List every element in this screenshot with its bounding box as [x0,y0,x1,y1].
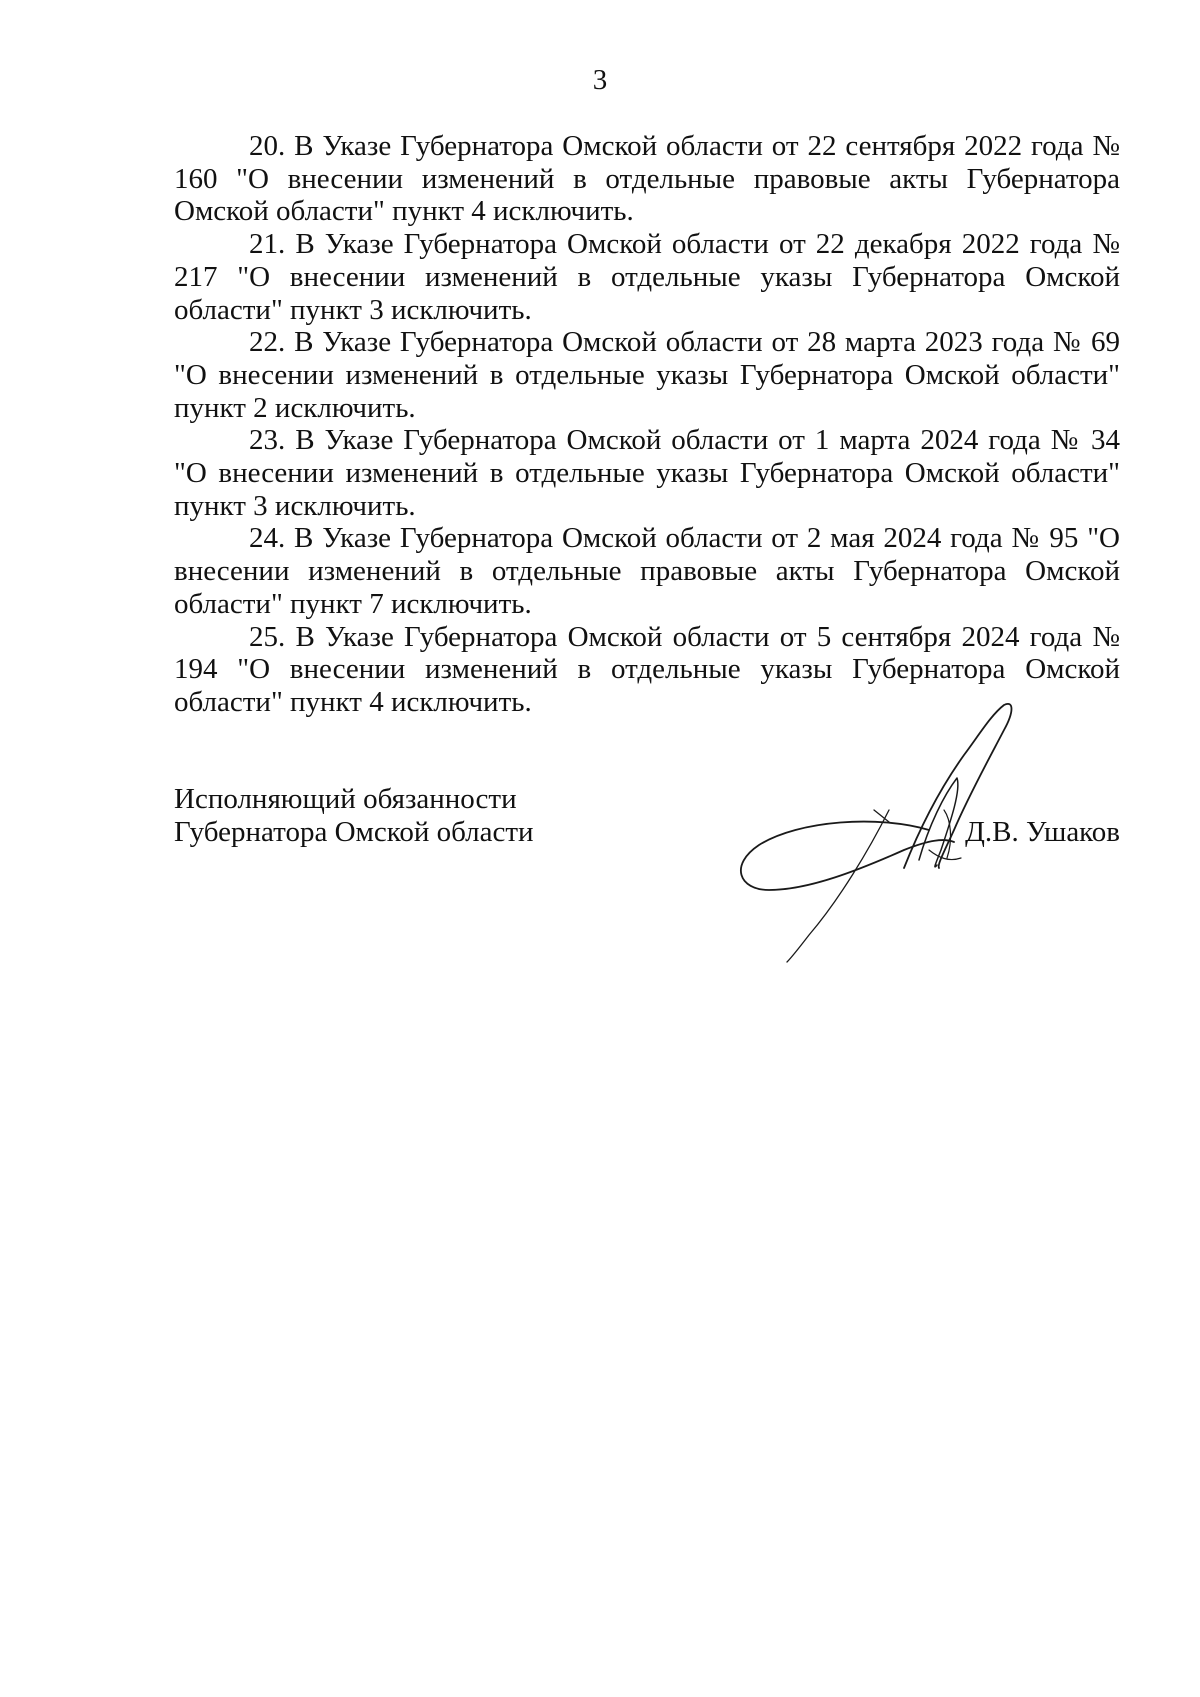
signer-title-line-1: Исполняющий обязанности [174,783,517,815]
signer-title-line-2: Губернатора Омской области [174,816,534,848]
paragraph-21: 21. В Указе Губернатора Омской области от 22 декабря 2022 года № 217 "О внесении изменений в отдельные указы Губернатора Омской области" пункт 3 исключить. [174,228,1120,326]
signature-block [174,783,1120,963]
paragraph-25: 25. В Указе Губернатора Омской области от 5 сентября 2024 года № 194 "О внесении изменений в отдельные указы Губернатора Омской области" пункт 4 исключить. [174,620,1120,718]
paragraph-24: 24. В Указе Губернатора Омской области от 2 мая 2024 года № 95 "О внесении изменений в отдельные правовые акты Губернатора Омской области" пункт 7 исключить. [174,522,1120,620]
signer-title [174,783,534,849]
signer-name: Д.В. Ушаков [965,816,1120,848]
document-body [174,130,1120,719]
paragraph-23: 23. В Указе Губернатора Омской области от 1 марта 2024 года № 34 "О внесении изменений в отдельные указы Губернатора Омской области" пункт 3 исключить. [174,424,1120,522]
paragraph-22: 22. В Указе Губернатора Омской области от 28 марта 2023 года № 69 "О внесении изменений в отдельные указы Губернатора Омской области" пункт 2 исключить. [174,326,1120,424]
page-number: 3 [592,64,608,96]
paragraph-20: 20. В Указе Губернатора Омской области от 22 сентября 2022 года № 160 "О внесении изменений в отдельные правовые акты Губернатора Омской области" пункт 4 исключить. [174,130,1120,228]
